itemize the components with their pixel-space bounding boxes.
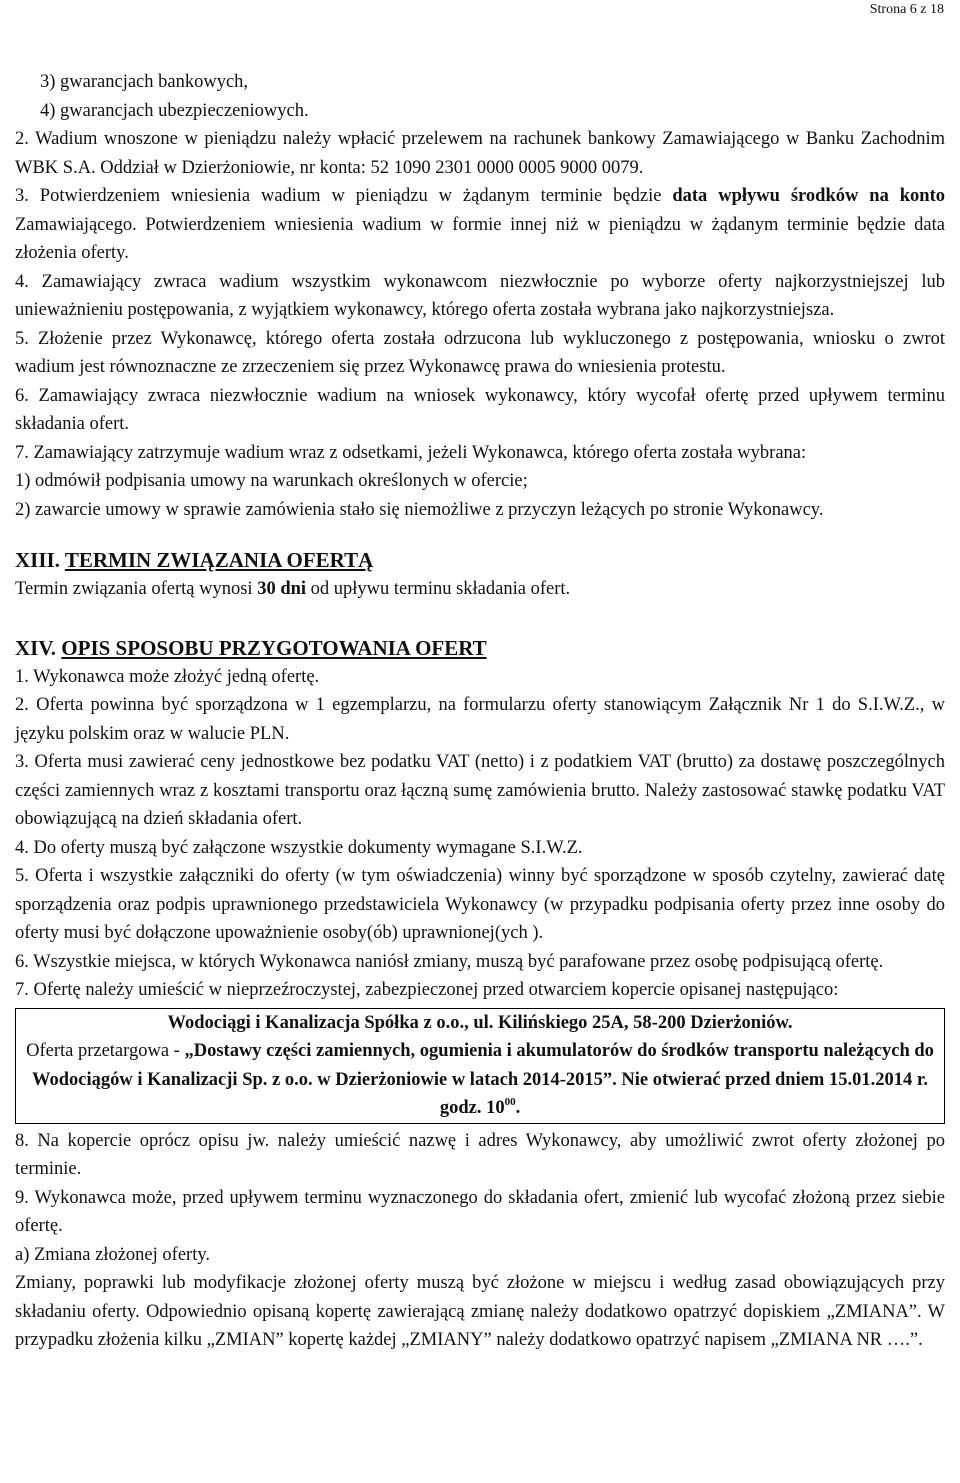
page-number: Strona 6 z 18	[869, 2, 944, 17]
section-14-item-7: 7. Ofertę należy umieścić w nieprzeźroczystej, zabezpieczonej przed otwarciem kopercie opisanej następująco:	[15, 980, 839, 1000]
paragraph-7-item-1: 1) odmówił podpisania umowy na warunkach określonych w ofercie;	[15, 471, 528, 491]
section-14-title: OPIS SPOSOBU PRZYGOTOWANIA OFERT	[61, 635, 487, 660]
envelope-desc-prefix: Oferta przetargowa -	[26, 1041, 185, 1061]
section-14-item-8: 8. Na kopercie oprócz opisu jw. należy umieścić nazwę i adres Wykonawcy, aby umożliwić zwrot oferty złożonej po terminie.	[15, 1130, 945, 1179]
list-item-insurance-guarantees: 4) gwarancjach ubezpieczeniowych.	[40, 100, 309, 121]
section-14-heading	[15, 634, 945, 663]
envelope-description	[26, 1037, 934, 1123]
envelope-label-box	[15, 1008, 945, 1124]
paragraph-4: 4. Zamawiający zwraca wadium wszystkim wykonawcom niezwłocznie po wyborze oferty najkorzystniejszej lub unieważnieniu postępowania, z wyjątkiem wykonawcy, którego oferta została wybrana jako najkorzystniejsza.	[15, 271, 945, 320]
section-14-item-3: 3. Oferta musi zawierać ceny jednostkowe bez podatku VAT (netto) i z podatkiem VAT (brutto) za dostawę poszczególnych części zamiennych wraz z kosztami transportu oraz łączną sumę zamówienia brutto. Należy zastosować stawkę podatku VAT obowiązującą na dzień składania ofert.	[15, 752, 945, 829]
list-item-bank-guarantees: 3) gwarancjach bankowych,	[40, 72, 249, 92]
envelope-desc-end: .	[515, 1098, 521, 1118]
section-13-heading	[15, 546, 945, 575]
section-14-number: XIV.	[15, 635, 57, 660]
section-13-number: XIII.	[15, 548, 60, 572]
paragraph-2: 2. Wadium wnoszone w pieniądzu należy wpłacić przelewem na rachunek bankowy Zamawiającego w Banku Zachodnim WBK S.A. Oddział w Dzierżoniowie, nr konta: 52 1090 2301 0000 0005 9000 0079.	[15, 129, 945, 178]
paragraph-5: 5. Złożenie przez Wykonawcę, którego oferta została odrzucona lub wykluczonego z postępowania, wniosku o zwrot wadium jest równoznaczne ze zrzeczeniem się przez Wykonawcę prawa do wniesienia protestu.	[15, 328, 945, 377]
document-body	[15, 68, 945, 1355]
section-13-text	[15, 575, 945, 604]
section-14-item-9: 9. Wykonawca może, przed upływem terminu wyznaczonego do składania ofert, zmienić lub wycofać złożoną przez siebie ofertę.	[15, 1187, 945, 1236]
paragraph-3	[15, 182, 945, 268]
paragraph-7-item-2: 2) zawarcie umowy w sprawie zamówienia stało się niemożliwe z przyczyn leżących po stronie Wykonawcy.	[15, 499, 824, 520]
section-14-item-5: 5. Oferta i wszystkie załączniki do oferty (w tym oświadczenia) winny być sporządzone w sposób czytelny, zawierać datę sporządzenia oraz podpis uprawnionego przedstawiciela Wykonawcy (w przypadku podpisania oferty przez inne osoby do oferty musi być dołączone upoważnienie osoby(ób) uprawnionej(ych ).	[15, 866, 945, 943]
section-13-text-c: od upływu terminu składania ofert.	[306, 579, 571, 599]
p3-text-c: Zamawiającego. Potwierdzeniem wniesienia wadium w formie innej niż w pieniądzu w żądanym terminie będzie data złożenia oferty.	[15, 214, 945, 263]
section-13-days: 30 dni	[257, 579, 307, 599]
paragraph-7: 7. Zamawiający zatrzymuje wadium wraz z odsetkami, jeżeli Wykonawca, którego oferta została wybrana:	[15, 442, 807, 463]
section-13-text-a: Termin związania ofertą wynosi	[15, 579, 258, 599]
p3-text-a: 3. Potwierdzeniem wniesienia wadium w pieniądzu w żądanym terminie będzie	[15, 186, 673, 206]
section-14-subitem-a-text: Zmiany, poprawki lub modyfikacje złożonej oferty muszą być złożone w miejscu i według zasad obowiązujących przy składaniu oferty. Odpowiednio opisaną kopertę zawierającą zmianę należy dodatkowo opatrzyć dopiskiem „ZMIANA”. W przypadku złożenia kilku „ZMIAN” kopertę każdej „ZMIANY” należy dodatkowo opatrzyć napisem „ZMIANA NR ….”.	[15, 1273, 945, 1350]
section-13-title: TERMIN ZWIĄZANIA OFERTĄ	[64, 548, 374, 572]
p3-bold: data wpływu środków na konto	[672, 186, 945, 206]
section-14-item-4: 4. Do oferty muszą być załączone wszystkie dokumenty wymagane S.I.W.Z.	[15, 837, 583, 858]
section-14-item-1: 1. Wykonawca może złożyć jedną ofertę.	[15, 666, 320, 687]
envelope-desc-bold: „Dostawy części zamiennych, ogumienia i akumulatorów do środków transportu należących do Wodociągów i Kanalizacji Sp. z o.o. w Dzierżoniowie w latach 2014-2015”. Nie otwierać przed dniem 15.01.2014 r. godz. 10	[32, 1041, 934, 1118]
section-14-item-6: 6. Wszystkie miejsca, w których Wykonawca naniósł zmiany, muszą być parafowane przez osobę podpisującą ofertę.	[15, 951, 884, 972]
envelope-time-superscript: 00	[504, 1096, 516, 1108]
section-14-subitem-a: a) Zmiana złożonej oferty.	[15, 1244, 211, 1265]
envelope-address: Wodociągi i Kanalizacja Spółka z o.o., ul. Kilińskiego 25A, 58-200 Dzierżoniów.	[167, 1012, 793, 1033]
paragraph-6: 6. Zamawiający zwraca niezwłocznie wadium na wniosek wykonawcy, który wycofał ofertę przed upływem terminu składania ofert.	[15, 385, 945, 434]
section-14-item-2: 2. Oferta powinna być sporządzona w 1 egzemplarzu, na formularzu oferty stanowiącym Załącznik Nr 1 do S.I.W.Z., w języku polskim oraz w walucie PLN.	[15, 695, 945, 744]
